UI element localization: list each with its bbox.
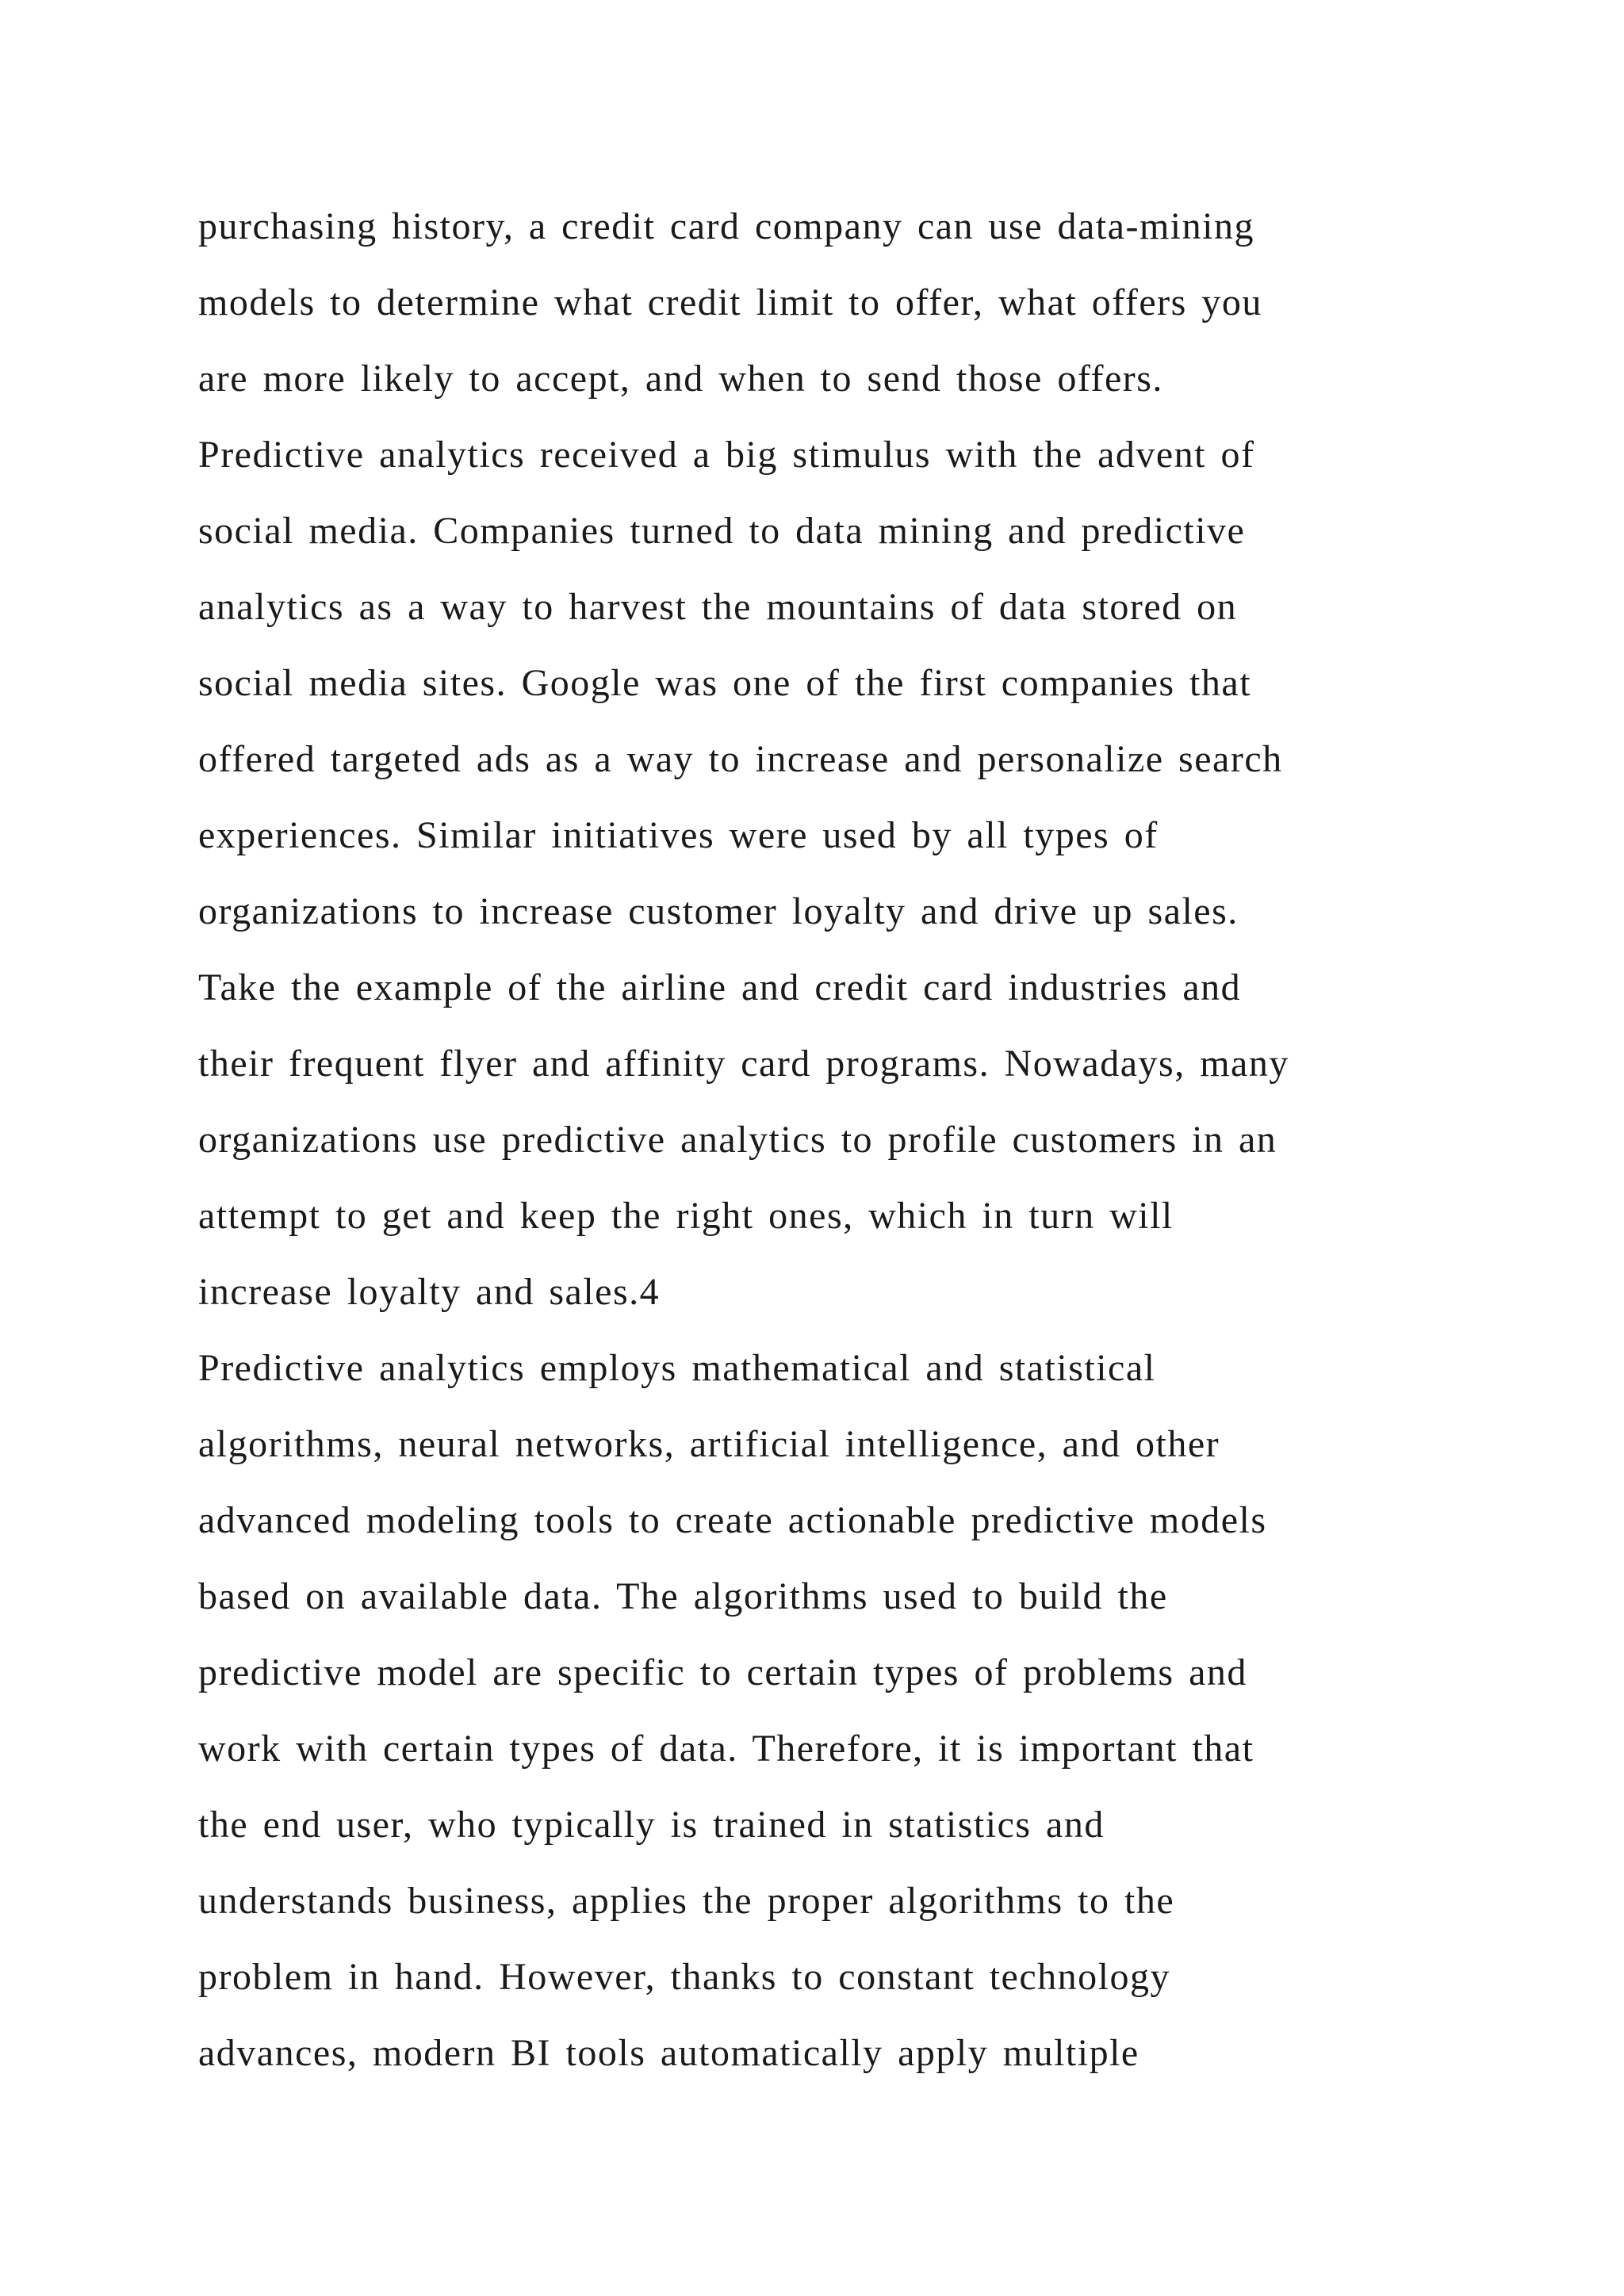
- text-line: social media sites. Google was one of the first companies that: [198, 662, 1252, 704]
- text-line: problem in hand. However, thanks to constant technology: [198, 1956, 1170, 1998]
- text-line: based on available data. The algorithms used to build the: [198, 1575, 1168, 1617]
- text-line: Take the example of the airline and credit card industries and: [198, 966, 1242, 1008]
- text-line: organizations use predictive analytics to profile customers in an: [198, 1119, 1277, 1161]
- text-line: organizations to increase customer loyalty and drive up sales.: [198, 890, 1239, 932]
- text-line: increase loyalty and sales.4: [198, 1271, 661, 1313]
- text-line: the end user, who typically is trained in statistics and: [198, 1804, 1105, 1846]
- text-line: Predictive analytics received a big stimulus with the advent of: [198, 434, 1255, 476]
- text-line: models to determine what credit limit to offer, what offers you: [198, 281, 1262, 323]
- text-line: offered targeted ads as a way to increase and personalize search: [198, 738, 1283, 780]
- text-line: advances, modern BI tools automatically apply multiple: [198, 2032, 1139, 2074]
- text-line: Predictive analytics employs mathematical and statistical: [198, 1347, 1156, 1389]
- text-line: are more likely to accept, and when to send those offers.: [198, 358, 1163, 400]
- text-line: understands business, applies the proper algorithms to the: [198, 1880, 1175, 1922]
- body-text: [198, 189, 1562, 2091]
- text-line: work with certain types of data. Therefore, it is important that: [198, 1728, 1254, 1770]
- text-line: social media. Companies turned to data mining and predictive: [198, 510, 1246, 552]
- text-line: experiences. Similar initiatives were used by all types of: [198, 814, 1159, 856]
- text-line: attempt to get and keep the right ones, which in turn will: [198, 1195, 1174, 1237]
- text-line: algorithms, neural networks, artificial intelligence, and other: [198, 1423, 1220, 1465]
- text-line: purchasing history, a credit card company can use data-mining: [198, 205, 1254, 247]
- text-line: their frequent flyer and affinity card programs. Nowadays, many: [198, 1043, 1289, 1085]
- text-line: predictive model are specific to certain types of problems and: [198, 1651, 1247, 1693]
- text-line: advanced modeling tools to create actionable predictive models: [198, 1499, 1267, 1541]
- text-line: analytics as a way to harvest the mountains of data stored on: [198, 586, 1238, 628]
